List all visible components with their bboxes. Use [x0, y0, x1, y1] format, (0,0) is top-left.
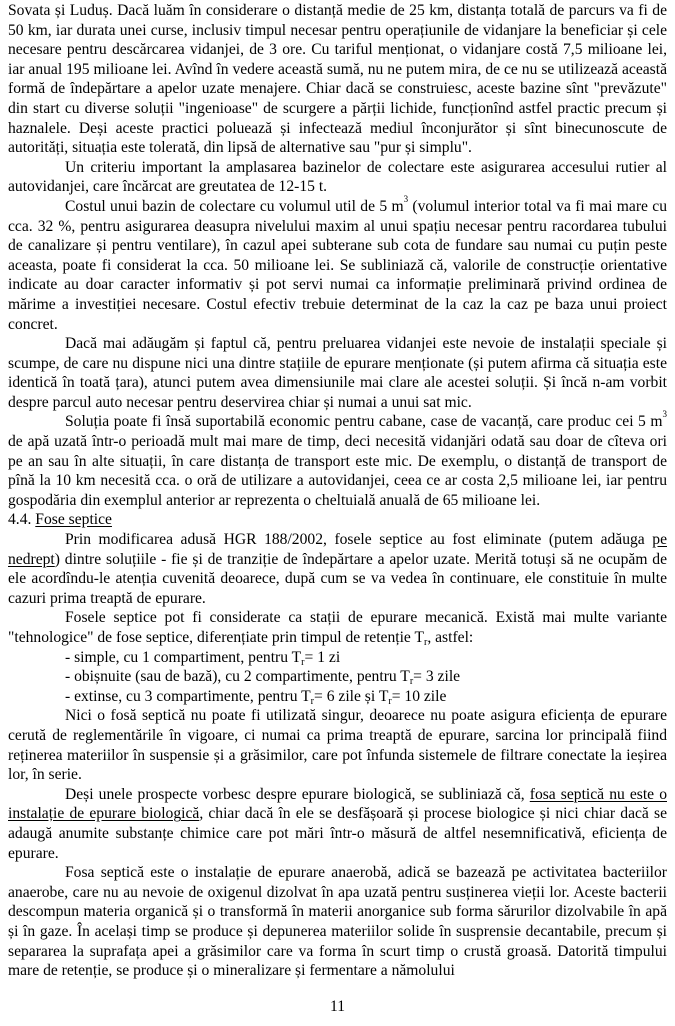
text: , astfel: — [427, 629, 474, 646]
text: , chiar dacă în ele se desfășoară și procese biologice și nici chiar dacă se adaugă anumite substanțe chimice care pot mări într-o măsură de altfel nesemnificativă, eficiența de epurare. — [8, 805, 668, 862]
text: = 3 zile — [413, 668, 461, 686]
paragraph: Nici o fosă septică nu poate fi utilizată singur, deoarece nu poate asigura eficiența de epurare cerută de reglementările în vigoare, ci numai ca prima treaptă de epurare, sarcina lor principală fiind reținerea materiilor în suspensie și a grăsimilor, care pot înfunda sistemele de filtrare conectate la ieșirea lor, în serie. — [8, 707, 667, 784]
text: Fosele septice pot fi considerate ca stații de epurare mecanică. Există mai multe variante "tehnologice" de fose septice, diferențiate prin timpul de retenție T — [8, 609, 667, 646]
list-item — [65, 648, 667, 668]
text: Prin modificarea adusă HGR 188/2002, fosele septice au fost eliminate (putem adăuga — [65, 531, 653, 549]
subscript: r — [409, 676, 414, 688]
text: - extinse, cu 3 compartimente, pentru T — [65, 687, 311, 705]
paragraph: Dacă mai adăugăm și faptul că, pentru preluarea vidanjei este nevoie de instalații speciale și scumpe, de care nu dispune nici una dintre stațiile de epurare menționate (și putem afirma că situația este identică în toată țara), atunci putem avea dimensiunile mai clare ale acestei soluții. Și încă n-am vorbit despre parcul auto necesar pentru deservirea chiar și numai a unui sat mic. — [8, 335, 667, 411]
paragraph: Fosa septică este o instalație de epurare anaerobă, adică se bazează pe activitatea bacteriilor anaerobe, care nu au nevoie de oxigenul dizolvat în apa uzată pentru susținerea vieții lor. Aceste bacterii descompun materia organică și o transformă în materii anorganice sub forma sărurilor dizolvabile în apă și în gaze. În același timp se produce și depunerea materiilor solide în susprensie decantabile, precum și separarea la suprafața apei a grăsimilor care va forma în scurt timp o crustă groasă. Datorită timpului mare de retenție, se produce și o mineralizare și fermentare a nămolului — [8, 864, 667, 980]
subscript: r — [388, 695, 392, 707]
section-number: 4.4. — [8, 511, 36, 529]
superscript: 3 — [662, 409, 667, 420]
paragraph: Sovata și Luduș. Dacă luăm în considerare o distanță medie de 25 km, distanța totală de parcurs va fi de 50 km, iar durata unei curse, inclusiv timpul necesar pentru operațiunile de vidanjare la beneficiar și cele necesare pentru descărcarea vidanjei, de 3 ore. Cu tariful menționat, o vidanjare costă 7,5 milioane lei, iar anual 195 milioane lei. Avînd în vedere această sumă, nu ne putem mira, de ce nu se utilizează această formă de îndepărtare a apelor uzate menajere. Chiar dacă se construiesc, aceste bazine sînt "prevăzute" din start cu diverse soluții "ingenioase" de scurgere a părții lichide, funcționînd astfel practic precum și haznalele. Deși aceste practici poluează și infectează mediul înconjurător și sînt binecunoscute de autorități, situația este tolerată, din lipsă de alternative sau "pur și simplu". — [8, 2, 667, 157]
paragraph — [8, 193, 667, 334]
list-item — [65, 667, 667, 687]
text: = 6 zile și T — [314, 687, 389, 705]
text: = 1 zi — [304, 648, 341, 666]
paragraph: Un criteriu important la amplasarea bazinelor de colectare este asigurarea accesului rutier al autovidanjei, care încărcat are greutatea de 12-15 t. — [8, 158, 667, 196]
paragraph — [8, 608, 667, 647]
underlined-text: pe nedrept — [8, 531, 667, 568]
paragraph — [8, 409, 667, 510]
section-title: Fose septice — [35, 511, 112, 529]
page-number: 11 — [329, 997, 345, 1015]
text: = 10 zile — [391, 687, 447, 705]
subscript: r — [310, 695, 315, 707]
paragraph — [8, 530, 667, 608]
section-heading — [8, 510, 667, 530]
subscript: r — [301, 656, 305, 668]
text: Soluția poate fi însă suportabilă economic pentru cabane, case de vacanță, care produc cei 5 m — [65, 413, 663, 431]
text: - simple, cu 1 compartiment, pentru T — [65, 648, 302, 666]
text: - obișnuite (sau de bază), cu 2 compartimente, pentru T — [65, 668, 410, 686]
superscript: 3 — [403, 193, 409, 204]
subscript: r — [424, 637, 428, 648]
text: de apă uzată într-o perioadă mult mai mare de timp, deci necesită vidanjări odată sau doar de cîteva ori pe an sau în alte situații, în care distanța de transport este mic. De exemplu, o distanță de transport de pînă la 10 km necesită cca. o oră de utilizare a autovidanjei, ceea ce ar costa 2,5 milioane lei, iar pentru gospodăria din exemplul anterior ar reprezenta o cheltuială anuală de 65 milioane lei. — [8, 433, 667, 509]
underlined-text: fosa septică nu este o instalație de epurare biologică — [8, 785, 667, 823]
text: Costul unui bazin de colectare cu volumul util de 5 m — [65, 197, 404, 215]
list-item — [65, 687, 667, 707]
text: (volumul interior total va fi mai mare cu cca. 32 %, pentru asigurarea deasupra nivelului maxim al unui spațiu necesar pentru racordarea tubului de canalizare și pentru ventilare), în cazul apei subterane sub cota de fundare sau numai cu puțin peste aceasta, poate fi considerat la cca. 50 milioane lei. Se subliniază că, valorile de construcție orientative indicate au doar caracter informativ și pot servi numai ca informație preliminară privind ordinea de mărime a investiției necesare. Costul efectiv trebuie determinat de la caz la caz pe baza unui proiect concret. — [8, 197, 667, 333]
paragraph — [8, 785, 667, 863]
text: ) dintre soluțiile - fie și de tranziție de îndepărtare a apelor uzate. Merită totuși să ne ocupăm de ele acordîndu-le atenția cuvenită deoarece, după cum se va vedea în continuare, ele constituie în multe cazuri prima treaptă de epurare. — [8, 550, 667, 607]
text: Deși unele prospecte vorbesc despre epurare biologică, se subliniază că, — [65, 785, 530, 803]
